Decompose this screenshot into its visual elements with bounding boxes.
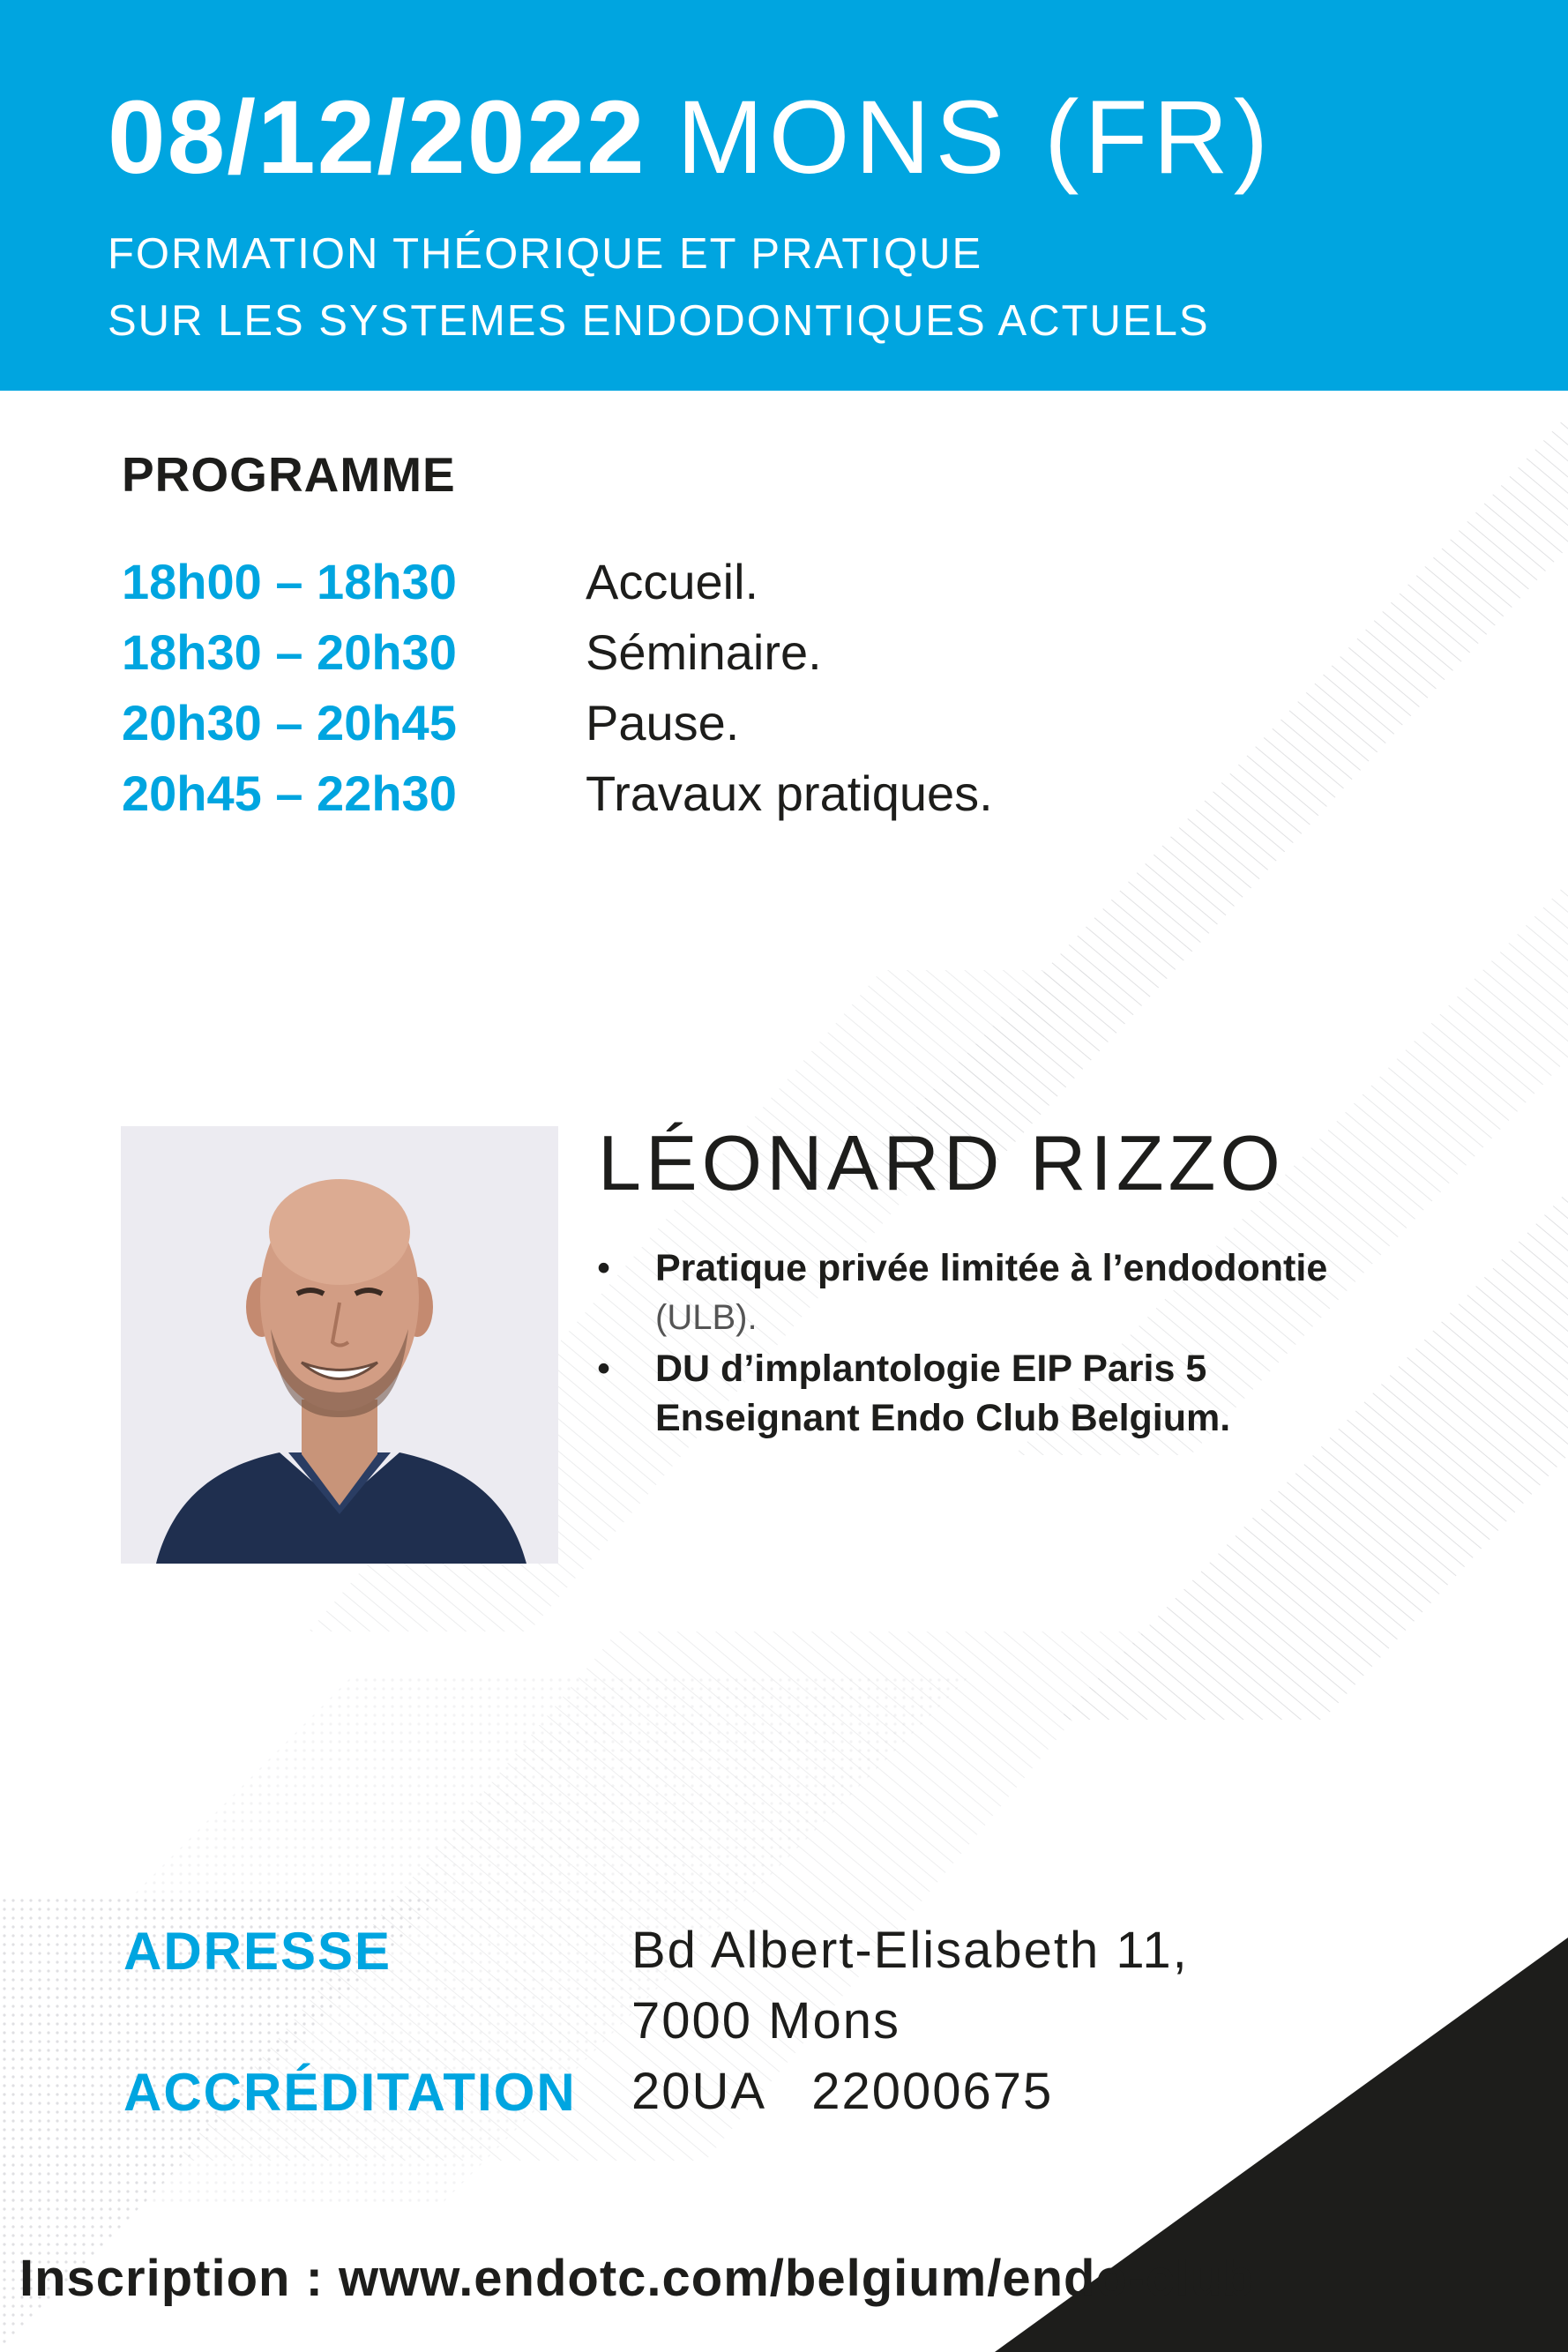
event-title (108, 76, 1273, 199)
speaker-name: LÉONARD RIZZO (598, 1119, 1285, 1206)
bio-text: DU d’implantologie EIP Paris 5 (655, 1348, 1207, 1390)
bio-text: Enseignant Endo Club Belgium. (655, 1397, 1231, 1439)
bullet-icon: • (597, 1348, 611, 1390)
event-subtitle-line-2: SUR LES SYSTEMES ENDODONTIQUES ACTUELS (108, 297, 1210, 345)
event-city: MONS (FR) (676, 79, 1274, 196)
speaker-photo (121, 1126, 558, 1564)
event-subtitle-line-1: FORMATION THÉORIQUE ET PRATIQUE (108, 230, 983, 278)
bio-text-detail: (ULB). (655, 1298, 758, 1337)
speaker-portrait-illustration (121, 1126, 558, 1564)
registration-link[interactable]: Inscription : www.endotc.com/belgium/endo-club (19, 2250, 1255, 2307)
address-line-2: 7000 Mons (631, 1992, 900, 2050)
accreditation-number: 20UA 22000675 (631, 2063, 1054, 2120)
header-banner (0, 0, 1568, 391)
programme-time: 18h00 – 18h30 (122, 554, 457, 609)
bullet-icon: • (597, 1247, 611, 1289)
programme-activity: Séminaire. (586, 624, 822, 680)
programme-activity: Accueil. (586, 554, 759, 609)
speaker-bio-item (594, 1344, 1528, 1443)
programme-heading: PROGRAMME (122, 447, 456, 502)
bio-text: Pratique privée limitée à l’endodontie (655, 1247, 1328, 1289)
address-line-1: Bd Albert-Elisabeth 11, (631, 1922, 1189, 1979)
programme-activity: Travaux pratiques. (586, 765, 993, 821)
accreditation-label: ACCRÉDITATION (123, 2063, 577, 2122)
programme-time: 20h30 – 20h45 (122, 695, 457, 750)
programme-activity: Pause. (586, 695, 740, 750)
address-label: ADRESSE (123, 1922, 392, 1981)
event-date: 08/12/2022 (108, 79, 646, 196)
speaker-bio-list (594, 1243, 1528, 1445)
programme-time: 20h45 – 22h30 (122, 765, 457, 821)
programme-time: 18h30 – 20h30 (122, 624, 457, 680)
speaker-bio-item (594, 1243, 1528, 1342)
